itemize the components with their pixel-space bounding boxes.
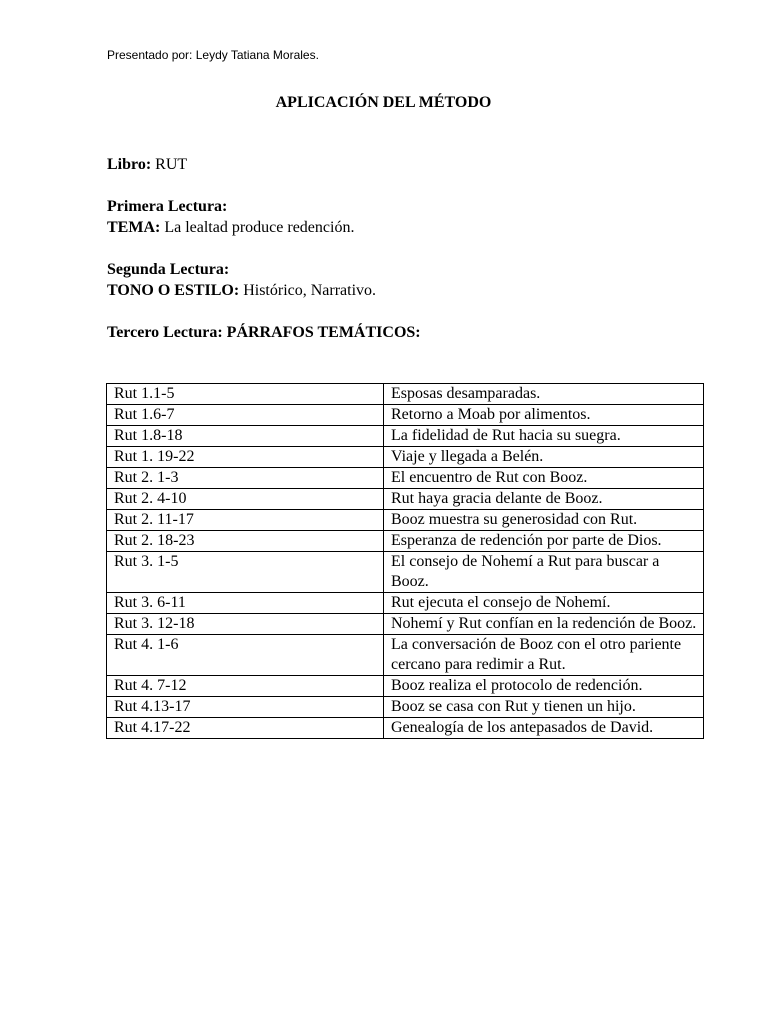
passage-reference-cell: Rut 2. 4-10	[107, 489, 384, 510]
passage-reference-cell: Rut 1.8-18	[107, 426, 384, 447]
table-row	[107, 384, 704, 405]
theme-description-cell: Rut haya gracia delante de Booz.	[384, 489, 704, 510]
passage-reference-cell: Rut 2. 11-17	[107, 510, 384, 531]
passage-reference-cell: Rut 2. 18-23	[107, 531, 384, 552]
theme-description-cell: Esposas desamparadas.	[384, 384, 704, 405]
tone-line	[107, 281, 376, 301]
first-reading-heading: Primera Lectura:	[107, 198, 228, 215]
book-label: Libro:	[107, 156, 152, 173]
third-reading-heading: Tercero Lectura: PÁRRAFOS TEMÁTICOS:	[107, 324, 421, 341]
theme-description-cell: La conversación de Booz con el otro pariente cercano para redimir a Rut.	[384, 635, 704, 676]
table-row	[107, 593, 704, 614]
table-row	[107, 676, 704, 697]
theme-line	[107, 218, 354, 238]
theme-description-cell: Booz realiza el protocolo de redención.	[384, 676, 704, 697]
passage-reference-cell: Rut 1. 19-22	[107, 447, 384, 468]
theme-description-cell: Retorno a Moab por alimentos.	[384, 405, 704, 426]
presenter-label: Presentado por:	[107, 48, 193, 62]
presenter-name: Leydy Tatiana Morales.	[195, 48, 319, 62]
theme-description-cell: Rut ejecuta el consejo de Nohemí.	[384, 593, 704, 614]
book-value: RUT	[155, 156, 188, 173]
book-line	[107, 155, 187, 175]
passage-reference-cell: Rut 2. 1-3	[107, 468, 384, 489]
table-row	[107, 405, 704, 426]
passage-reference-cell: Rut 4. 7-12	[107, 676, 384, 697]
table-row	[107, 697, 704, 718]
tone-label: TONO O ESTILO:	[107, 282, 240, 299]
table-row	[107, 718, 704, 739]
table-row	[107, 447, 704, 468]
passage-reference-cell: Rut 1.6-7	[107, 405, 384, 426]
table-row	[107, 552, 704, 593]
second-reading-heading: Segunda Lectura:	[107, 261, 230, 278]
theme-description-cell: Booz muestra su generosidad con Rut.	[384, 510, 704, 531]
passage-reference-cell: Rut 1.1-5	[107, 384, 384, 405]
theme-description-cell: La fidelidad de Rut hacia su suegra.	[384, 426, 704, 447]
theme-label: TEMA:	[107, 219, 161, 236]
passage-reference-cell: Rut 4. 1-6	[107, 635, 384, 676]
theme-description-cell: Nohemí y Rut confían en la redención de Booz.	[384, 614, 704, 635]
thematic-paragraphs-table	[106, 383, 704, 739]
table-row	[107, 426, 704, 447]
theme-description-cell: Esperanza de redención por parte de Dios.	[384, 531, 704, 552]
theme-description-cell: Viaje y llegada a Belén.	[384, 447, 704, 468]
presenter-line	[107, 47, 319, 63]
passage-reference-cell: Rut 4.13-17	[107, 697, 384, 718]
passage-reference-cell: Rut 4.17-22	[107, 718, 384, 739]
table-row	[107, 468, 704, 489]
tone-value: Histórico, Narrativo.	[243, 282, 377, 299]
table-row	[107, 531, 704, 552]
table-row	[107, 614, 704, 635]
theme-description-cell: El encuentro de Rut con Booz.	[384, 468, 704, 489]
theme-description-cell: Booz se casa con Rut y tienen un hijo.	[384, 697, 704, 718]
table-row	[107, 635, 704, 676]
passage-reference-cell: Rut 3. 1-5	[107, 552, 384, 593]
theme-description-cell: Genealogía de los antepasados de David.	[384, 718, 704, 739]
theme-description-cell: El consejo de Nohemí a Rut para buscar a Booz.	[384, 552, 704, 593]
passage-reference-cell: Rut 3. 6-11	[107, 593, 384, 614]
passage-reference-cell: Rut 3. 12-18	[107, 614, 384, 635]
document-title: APLICACIÓN DEL MÉTODO	[275, 94, 492, 111]
table-body	[107, 384, 704, 739]
table-row	[107, 510, 704, 531]
table-row	[107, 489, 704, 510]
theme-value: La lealtad produce redención.	[164, 219, 355, 236]
